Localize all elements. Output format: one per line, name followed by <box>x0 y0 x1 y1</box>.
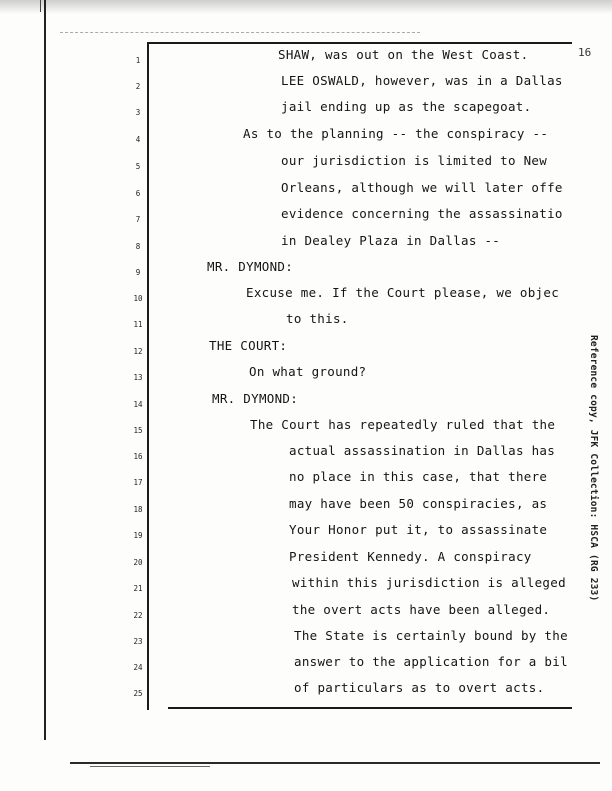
transcript-line: The Court has repeatedly ruled that the <box>250 417 556 432</box>
speaker-label: MR. DYMOND: <box>212 391 299 406</box>
line-number: 1 <box>135 56 141 65</box>
transcript-line: LEE OSWALD, however, was in a Dallas <box>281 73 563 88</box>
line-number: 23 <box>133 637 143 646</box>
line-number: 24 <box>133 663 143 672</box>
transcript-line: to this. <box>286 311 349 326</box>
line-number: 3 <box>135 108 141 117</box>
transcript-line: answer to the application for a bil <box>294 654 568 669</box>
line-number: 25 <box>133 689 143 698</box>
line-number: 17 <box>133 478 143 487</box>
speaker-label: THE COURT: <box>209 338 288 353</box>
line-number: 6 <box>135 189 141 198</box>
transcript-line: The State is certainly bound by the <box>294 628 568 643</box>
line-number: 12 <box>133 347 143 356</box>
line-number: 21 <box>133 584 143 593</box>
line-number: 19 <box>133 531 143 540</box>
bottom-page-rule <box>70 762 600 764</box>
scan-noise <box>0 0 612 14</box>
transcript-line: actual assassination in Dallas has <box>289 443 556 458</box>
transcript-line: evidence concerning the assassinatio <box>281 206 563 221</box>
line-number: 9 <box>135 268 141 277</box>
transcript-line: may have been 50 conspiracies, as <box>289 496 548 511</box>
transcript-line: the overt acts have been alleged. <box>292 602 551 617</box>
line-number: 18 <box>133 505 143 514</box>
line-number: 20 <box>133 558 143 567</box>
line-number: 14 <box>133 400 143 409</box>
left-margin-rule <box>44 0 46 740</box>
transcript-line: On what ground? <box>249 364 367 379</box>
scan-artifact-line <box>60 32 420 34</box>
transcript-line: SHAW, was out on the West Coast. <box>278 47 529 62</box>
text-frame-bottom <box>168 707 572 709</box>
line-number: 11 <box>133 320 143 329</box>
page-number: 16 <box>578 46 592 59</box>
speaker-label: MR. DYMOND: <box>207 259 294 274</box>
line-number: 4 <box>135 135 141 144</box>
transcript-line: jail ending up as the scapegoat. <box>281 99 532 114</box>
transcript-line: As to the planning -- the conspiracy -- <box>243 126 549 141</box>
line-number: 13 <box>133 373 143 382</box>
transcript-line: Your Honor put it, to assassinate <box>289 522 548 537</box>
transcript-line: President Kennedy. A conspiracy <box>289 549 532 564</box>
line-number: 7 <box>135 215 141 224</box>
archive-stamp: Reference copy, JFK Collection: HSCA (RG 233) <box>588 335 599 602</box>
transcript-line: Excuse me. If the Court please, we objec <box>246 285 560 300</box>
transcript-line: of particulars as to overt acts. <box>294 680 545 695</box>
line-number: 2 <box>135 82 141 91</box>
line-number: 22 <box>133 611 143 620</box>
left-margin-tick <box>40 0 41 12</box>
bottom-page-rule-secondary <box>90 766 210 767</box>
line-number: 16 <box>133 452 143 461</box>
line-number: 8 <box>135 242 141 251</box>
text-frame-top <box>147 42 572 44</box>
transcript-line: in Dealey Plaza in Dallas -- <box>281 233 501 248</box>
line-number: 15 <box>133 426 143 435</box>
line-number: 5 <box>135 162 141 171</box>
transcript-line: Orleans, although we will later offe <box>281 180 563 195</box>
transcript-line: our jurisdiction is limited to New <box>281 153 548 168</box>
transcript-line: within this jurisdiction is alleged <box>292 575 566 590</box>
line-number: 10 <box>133 294 143 303</box>
transcript-line: no place in this case, that there <box>289 469 548 484</box>
